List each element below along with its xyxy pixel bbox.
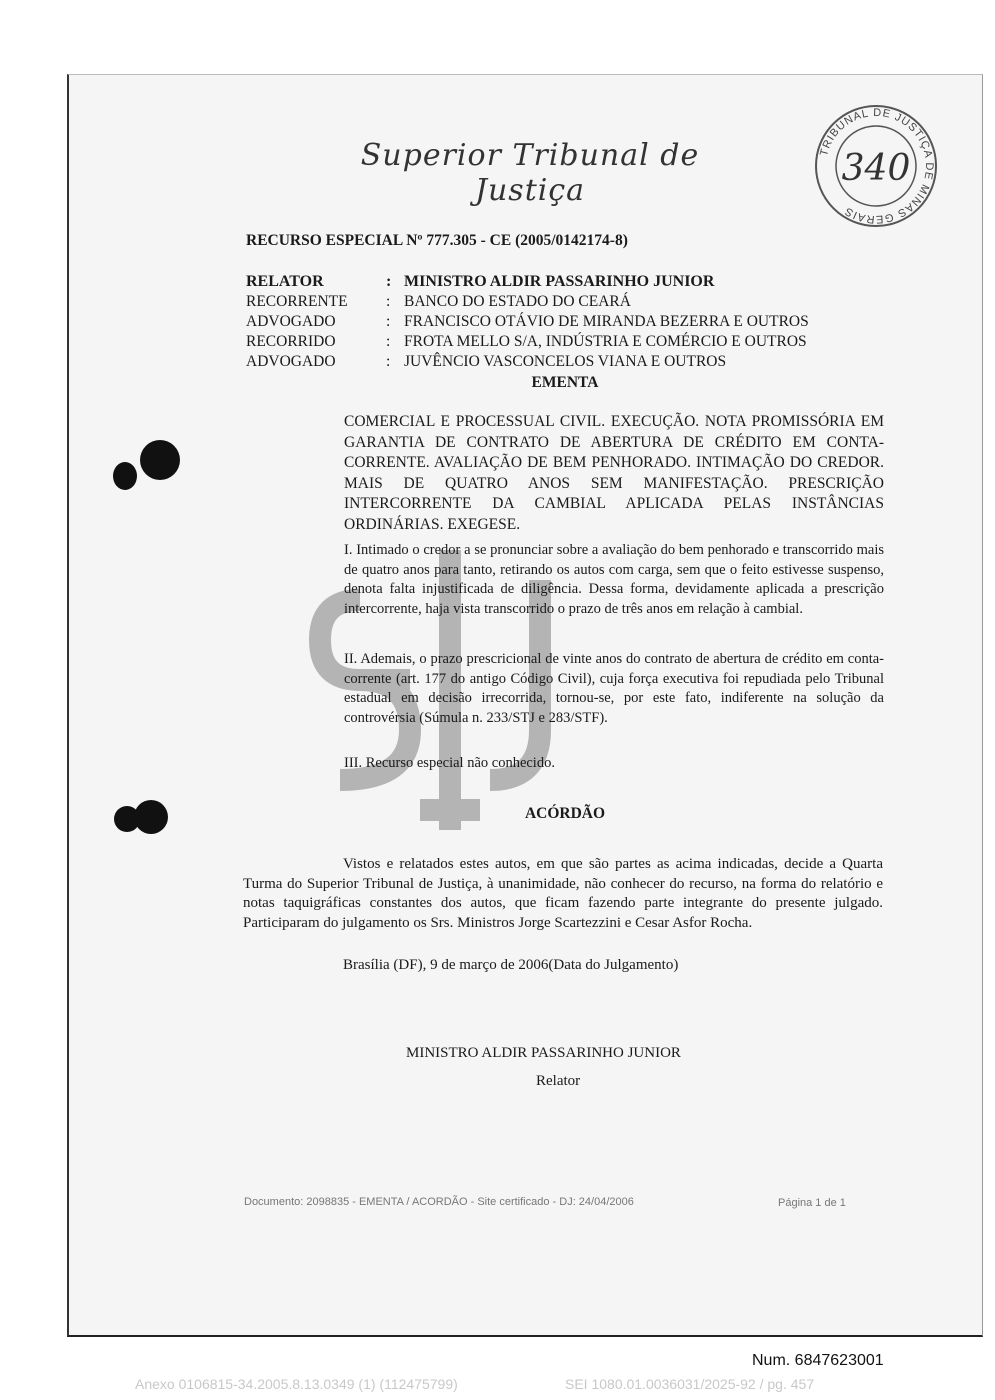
- punch-hole: [113, 462, 137, 490]
- ementa-summary: COMERCIAL E PROCESSUAL CIVIL. EXECUÇÃO. NOTA PROMISSÓRIA EM GARANTIA DE CONTRATO DE ABERTURA DE CRÉDITO EM CONTA-CORRENTE. AVALIAÇÃO DE BEM PENHORADO. INTIMAÇÃO DO CREDOR. MAIS DE QUATRO ANOS SEM MANIFESTAÇÃO. PRESCRIÇÃO INTERCORRENTE DA CAMBIAL APLICADA PELAS INSTÂNCIAS ORDINÁRIAS. EXEGESE.: [344, 413, 884, 533]
- document-number-stamp: Num. 6847623001: [752, 1352, 884, 1369]
- acordao-text: Vistos e relatados estes autos, em que são partes as acima indicadas, decide a Quarta Turma do Superior Tribunal de Justiça, à unanimidade, não conhecer do recurso, na forma do relatório e notas taquigráficas constantes dos autos, que ficam fazendo parte integrante do presente julgado. Participaram do julgamento os Srs. Ministros Jorge Scartezzini e Cesar Asfor Rocha.: [243, 856, 883, 931]
- party-role: ADVOGADO: [246, 353, 336, 370]
- party-row-relator: [246, 272, 809, 292]
- ementa-item-3: III. Recurso especial não conhecido.: [344, 755, 555, 771]
- annex-stamp: Anexo 0106815-34.2005.8.13.0349 (1) (112475799): [135, 1376, 458, 1392]
- seal-page-number: 340: [841, 148, 911, 189]
- signature-role: Relator: [536, 1073, 581, 1089]
- sei-stamp: SEI 1080.01.0036031/2025-92 / pg. 457: [565, 1376, 815, 1392]
- ementa-item-1: I. Intimado o credor a se pronunciar sobre a avaliação do bem penhorado e transcorrido mais de quatro anos para tanto, retirando os autos com carga, sem que o feito estivesse suspenso, denota falta injustificada de diligência. Dessa forma, devidamente aplicada a prescrição intercorrente, haja vista transcorrido o prazo de três anos em relação à cambial.: [344, 542, 884, 617]
- party-role: RECORRENTE: [246, 293, 348, 310]
- party-role: RECORRIDO: [246, 333, 336, 350]
- court-name-title: Superior Tribunal de Justiça: [360, 138, 700, 208]
- party-separator: :: [386, 293, 391, 310]
- footer-page-number: Página 1 de 1: [778, 1197, 846, 1209]
- party-name: FRANCISCO OTÁVIO DE MIRANDA BEZERRA E OUTROS: [404, 313, 809, 330]
- case-title: RECURSO ESPECIAL Nº 777.305 - CE (2005/0142174-8): [246, 232, 628, 249]
- party-separator: :: [386, 313, 391, 330]
- party-separator: :: [386, 353, 391, 370]
- party-name: BANCO DO ESTADO DO CEARÁ: [404, 293, 631, 310]
- parties-list: [246, 272, 809, 372]
- judgment-date: Brasília (DF), 9 de março de 2006(Data do Julgamento): [343, 957, 679, 973]
- party-row-recorrido: [246, 332, 809, 352]
- punch-hole: [114, 806, 140, 832]
- ementa-item-2: II. Ademais, o prazo prescricional de vinte anos do contrato de abertura de crédito em conta-corrente (art. 177 do antigo Código Civil), cuja força executiva foi repudiada pelo Tribunal estadual em decisão irrecorrida, tornou-se, por este fato, indiferente na solução da controvérsia (Súmula n. 233/STJ e 283/STF).: [344, 651, 884, 726]
- party-separator: :: [386, 333, 391, 350]
- footer-document-info: Documento: 2098835 - EMENTA / ACORDÃO - Site certificado - DJ: 24/04/2006: [244, 1196, 634, 1208]
- party-separator: :: [386, 273, 392, 290]
- party-name: FROTA MELLO S/A, INDÚSTRIA E COMÉRCIO E OUTROS: [404, 333, 807, 350]
- party-name: MINISTRO ALDIR PASSARINHO JUNIOR: [404, 273, 715, 290]
- party-role: ADVOGADO: [246, 313, 336, 330]
- ementa-heading: EMENTA: [531, 374, 599, 391]
- acordao-heading: ACÓRDÃO: [524, 805, 606, 822]
- party-row-advogado: [246, 312, 809, 332]
- signature-name: MINISTRO ALDIR PASSARINHO JUNIOR: [406, 1045, 681, 1061]
- punch-hole: [140, 440, 180, 480]
- court-seal-stamp: [812, 102, 940, 230]
- party-name: JUVÊNCIO VASCONCELOS VIANA E OUTROS: [404, 353, 727, 370]
- party-row-advogado: [246, 352, 809, 372]
- party-role: RELATOR: [246, 273, 324, 290]
- party-row-recorrente: [246, 292, 809, 312]
- seal-ring-text: TRIBUNAL DE JUSTIÇA DE MINAS GERAIS: [818, 106, 936, 226]
